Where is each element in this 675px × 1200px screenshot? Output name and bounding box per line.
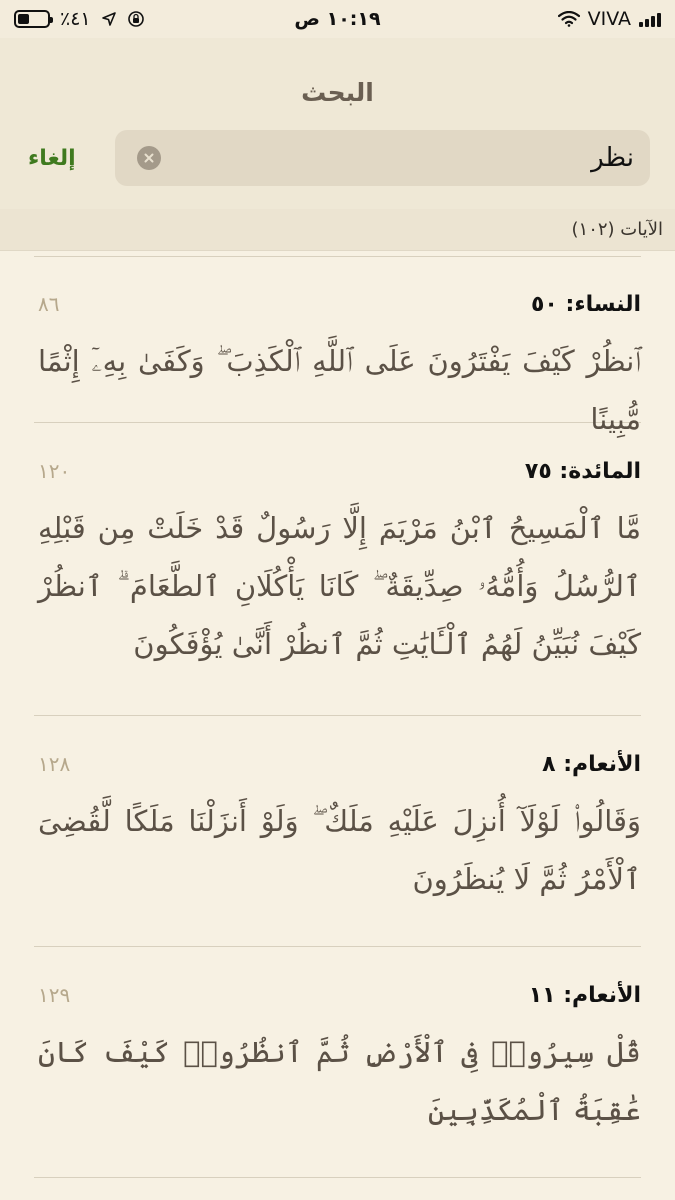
signal-icon [639,11,661,27]
page-title: البحث [301,78,374,107]
search-input[interactable] [194,130,634,186]
verse-reference: الأنعام: ١١ [528,983,641,1008]
cancel-button[interactable]: إلغاء [28,146,76,171]
results-count-label: الآيات (١٠٢) [571,219,663,240]
wifi-icon [558,11,580,27]
verse-reference: النساء: ٥٠ [531,292,641,317]
result-item[interactable] [34,716,641,947]
result-item[interactable] [34,423,641,716]
verse-reference: الأنعام: ٨ [542,752,641,777]
page-number: ٨٦ [38,292,60,316]
verse-reference: المائدة: ٧٥ [524,459,641,484]
status-right [558,8,661,30]
result-item[interactable] [34,256,641,436]
close-icon [144,153,154,163]
verse-text: ٱنظُرْ كَيْفَ يَفْتَرُونَ عَلَى ٱللَّهِ ٱلْكَذِبَ ۖ وَكَفَىٰ بِهِۦٓ إِثْمًا مُّبِينًا [38,344,641,436]
status-time: ١٠:١٩ ص [294,8,381,30]
result-item[interactable] [34,947,641,1178]
clear-icon[interactable] [137,146,161,170]
battery-percent: ٪٤١ [60,8,91,30]
search-header [0,38,675,210]
verse-text: وَقَالُوا۟ لَوْلَآ أُنزِلَ عَلَيْهِ مَلَكٌ ۖ وَلَوْ أَنزَلْنَا مَلَكًا لَّقُضِىَ ٱلْأَمْرُ ثُمَّ لَا يُنظَرُونَ [38,804,641,896]
verse-text: قُلْ سِيرُوا۟ فِى ٱلْأَرْضِ ثُمَّ ٱنظُرُوا۟ كَيْفَ كَانَ عَٰقِبَةُ ٱلْمُكَذِّبِينَ [38,1035,641,1127]
page-number: ١٢٩ [38,983,71,1007]
search-bar[interactable] [115,130,650,186]
verse-text: مَّا ٱلْمَسِيحُ ٱبْنُ مَرْيَمَ إِلَّا رَسُولٌ قَدْ خَلَتْ مِن قَبْلِهِ ٱلرُّسُلُ وَأُمُّهُۥ صِدِّيقَةٌ ۖ كَانَا يَأْكُلَانِ ٱلطَّعَامَ ۗ ٱنظُرْ كَيْفَ نُبَيِّنُ لَهُمُ ٱلْـَٔايَٰتِ ثُمَّ ٱنظُرْ أَنَّىٰ يُؤْفَكُونَ [38,511,641,661]
carrier-name: VIVA [587,8,631,30]
results-section-header [0,209,675,251]
page-number: ١٢٠ [38,459,71,483]
status-bar [0,0,675,38]
page-number: ١٢٨ [38,752,71,776]
